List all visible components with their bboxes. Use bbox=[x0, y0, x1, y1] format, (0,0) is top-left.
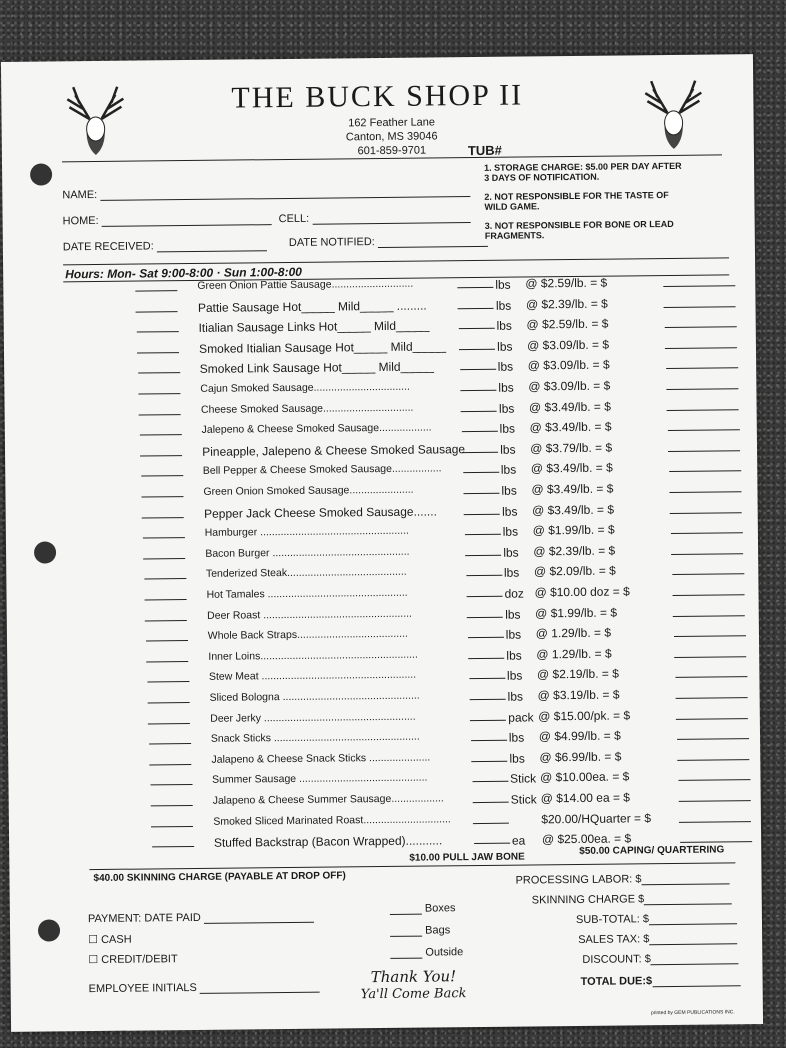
order-count-blank[interactable] bbox=[137, 352, 179, 353]
payment-date-field[interactable]: PAYMENT: DATE PAID bbox=[88, 911, 314, 925]
note-bone: 3. NOT RESPONSIBLE FOR BONE OR LEAD FRAGMENTS. bbox=[484, 218, 674, 241]
date-received-field[interactable]: DATE RECEIVED: bbox=[63, 239, 267, 253]
price-label: @ $2.09/lb. = $ bbox=[533, 563, 616, 579]
unit-label: doz bbox=[504, 586, 524, 601]
name-field[interactable]: NAME: bbox=[62, 185, 470, 201]
policy-notes bbox=[484, 161, 685, 250]
amount-blank[interactable] bbox=[668, 450, 740, 452]
amount-blank[interactable] bbox=[677, 759, 749, 761]
product-name: Bell Pepper & Cheese Smoked Sausage................. bbox=[202, 462, 442, 478]
quantity-blank[interactable] bbox=[468, 658, 504, 659]
order-count-blank[interactable] bbox=[141, 475, 183, 476]
price-label: @ $2.39/lb. = $ bbox=[533, 543, 616, 559]
quantity-blank[interactable] bbox=[459, 349, 495, 350]
product-name: Snack Sticks .................................................. bbox=[210, 730, 420, 745]
unit-label: lbs bbox=[506, 648, 522, 663]
price-label: @ $3.19/lb. = $ bbox=[537, 687, 620, 703]
quantity-blank[interactable] bbox=[465, 555, 501, 556]
product-name: Smoked Link Sausage Hot_____ Mild_____ bbox=[199, 359, 434, 377]
price-label: @ $1.99/lb. = $ bbox=[535, 605, 618, 620]
note-storage: 1. STORAGE CHARGE: $5.00 PER DAY AFTER 3 DAYS OF NOTIFICATION. bbox=[484, 160, 682, 183]
order-count-blank[interactable] bbox=[149, 764, 191, 765]
cash-checkbox[interactable]: ☐ CASH bbox=[88, 933, 132, 947]
amount-blank[interactable] bbox=[678, 780, 750, 782]
price-label: @ $14.00 ea = $ bbox=[540, 790, 631, 806]
sales-tax[interactable]: SALES TAX: $ bbox=[578, 932, 737, 946]
quantity-blank[interactable] bbox=[463, 493, 499, 494]
amount-blank[interactable] bbox=[671, 532, 743, 534]
price-label: @ $2.39/lb. = $ bbox=[525, 296, 608, 312]
unit-label: lbs bbox=[495, 277, 511, 292]
order-count-blank[interactable] bbox=[143, 558, 185, 559]
price-label: @ $15.00/pk. = $ bbox=[538, 708, 631, 723]
processing-labor-total[interactable]: PROCESSING LABOR: $ bbox=[515, 872, 729, 886]
amount-blank[interactable] bbox=[677, 738, 749, 740]
unit-label: lbs bbox=[500, 442, 516, 457]
unit-label: ea bbox=[511, 833, 526, 848]
order-count-blank[interactable] bbox=[144, 578, 186, 579]
unit-label: lbs bbox=[503, 545, 519, 560]
total-due[interactable]: TOTAL DUE:$ bbox=[581, 974, 741, 988]
order-count-blank[interactable] bbox=[138, 393, 180, 394]
tub-label: TUB# bbox=[467, 142, 502, 159]
unit-label: Stick bbox=[509, 771, 537, 787]
order-count-blank[interactable] bbox=[138, 372, 180, 373]
unit-label: lbs bbox=[496, 318, 512, 333]
divider bbox=[63, 257, 729, 265]
amount-blank[interactable] bbox=[671, 553, 743, 555]
product-name: Whole Back Straps...................................... bbox=[207, 627, 408, 643]
unit-label: lbs bbox=[509, 751, 525, 766]
quantity-blank[interactable] bbox=[472, 781, 508, 782]
employee-initials-field[interactable]: EMPLOYEE INITIALS bbox=[89, 981, 320, 995]
order-count-blank[interactable] bbox=[148, 723, 190, 724]
quantity-blank[interactable] bbox=[461, 410, 497, 411]
binder-hole bbox=[38, 919, 60, 941]
product-name: Pattie Sausage Hot_____ Mild_____ ......... bbox=[197, 298, 427, 315]
price-label: @ $3.49/lb. = $ bbox=[531, 502, 615, 518]
unit-label: lbs bbox=[497, 339, 513, 354]
product-name: Tenderized Steak......................................... bbox=[205, 566, 407, 581]
price-label: @ $3.09/lb. = $ bbox=[527, 337, 610, 353]
unit-label: lbs bbox=[507, 689, 524, 704]
subtotal[interactable]: SUB-TOTAL: $ bbox=[576, 912, 737, 926]
amount-blank[interactable] bbox=[679, 821, 751, 823]
amount-blank[interactable] bbox=[665, 326, 737, 328]
quantity-blank[interactable] bbox=[470, 699, 506, 700]
quantity-blank[interactable] bbox=[471, 740, 507, 741]
price-label: @ $3.09/lb. = $ bbox=[528, 378, 611, 394]
order-form-sheet bbox=[1, 54, 763, 1032]
order-count-blank[interactable] bbox=[140, 434, 182, 435]
price-label: @ $10.00ea. = $ bbox=[539, 769, 630, 785]
bags-field[interactable]: Bags bbox=[390, 924, 450, 937]
product-name: Deer Roast ................................................... bbox=[207, 607, 413, 622]
unit-label: lbs bbox=[506, 668, 523, 684]
quantity-blank[interactable] bbox=[460, 390, 496, 391]
quantity-blank[interactable] bbox=[469, 678, 505, 679]
price-label: @ $3.49/lb. = $ bbox=[531, 481, 614, 497]
unit-label: lbs bbox=[501, 504, 518, 519]
price-label: @ $4.99/lb. = $ bbox=[538, 728, 621, 744]
amount-blank[interactable] bbox=[680, 841, 752, 843]
order-count-blank[interactable] bbox=[149, 743, 191, 744]
order-count-blank[interactable] bbox=[142, 517, 184, 518]
order-count-blank[interactable] bbox=[139, 414, 181, 415]
product-name: Sliced Bologna ............................................... bbox=[209, 689, 420, 704]
unit-label: lbs bbox=[498, 380, 514, 395]
price-label: @ $3.49/lb. = $ bbox=[528, 399, 611, 415]
product-name: Jalapeno & Cheese Summer Sausage.................. bbox=[212, 792, 444, 807]
thank-you-note bbox=[360, 967, 466, 1004]
amount-blank[interactable] bbox=[669, 491, 741, 493]
fee-skinning: $40.00 SKINNING CHARGE (PAYABLE AT DROP OFF) bbox=[93, 870, 346, 885]
quantity-blank[interactable] bbox=[457, 287, 493, 288]
product-name: Green Onion Pattie Sausage............................ bbox=[197, 277, 414, 292]
quantity-blank[interactable] bbox=[464, 513, 500, 514]
shop-phone: 601-859-9701 bbox=[357, 144, 427, 158]
product-name: Pepper Jack Cheese Smoked Sausage....... bbox=[203, 504, 437, 521]
fee-caping: $50.00 CAPING/ QUARTERING bbox=[579, 844, 725, 857]
order-count-blank[interactable] bbox=[137, 331, 179, 332]
fee-pull-jaw: $10.00 PULL JAW BONE bbox=[409, 851, 525, 864]
quantity-blank[interactable] bbox=[473, 822, 509, 823]
order-count-blank[interactable] bbox=[151, 826, 193, 827]
address-city: Canton, MS 39046 bbox=[345, 130, 438, 144]
amount-blank[interactable] bbox=[674, 635, 746, 637]
price-label: @ $25.00ea. = $ bbox=[541, 831, 632, 847]
date-notified-field[interactable]: DATE NOTIFIED: bbox=[289, 235, 488, 249]
order-count-blank[interactable] bbox=[147, 681, 189, 682]
amount-blank[interactable] bbox=[665, 347, 737, 349]
quantity-blank[interactable] bbox=[471, 760, 507, 761]
unit-label: pack bbox=[508, 710, 534, 725]
quantity-blank[interactable] bbox=[467, 616, 503, 617]
amount-blank[interactable] bbox=[673, 594, 745, 596]
product-name: Smoked Itialian Sausage Hot_____ Mild_____ bbox=[199, 339, 447, 356]
amount-blank[interactable] bbox=[673, 615, 745, 617]
product-name: Jalapeno & Cheese Snack Sticks ..................... bbox=[211, 751, 431, 766]
product-name: Green Onion Smoked Sausage...................... bbox=[203, 483, 414, 498]
unit-label: lbs bbox=[503, 565, 520, 581]
binder-hole bbox=[30, 163, 52, 185]
product-name: Cajun Smoked Sausage................................. bbox=[200, 380, 410, 395]
quantity-blank[interactable] bbox=[473, 802, 509, 803]
amount-blank[interactable] bbox=[668, 429, 740, 431]
order-count-blank[interactable] bbox=[146, 661, 188, 662]
shop-title: THE BUCK SHOP II bbox=[231, 78, 524, 115]
order-count-blank[interactable] bbox=[151, 805, 193, 806]
product-name: Stuffed Backstrap (Bacon Wrapped)........... bbox=[213, 833, 443, 850]
unit-label: Stick bbox=[510, 792, 537, 807]
price-label: @ 1.29/lb. = $ bbox=[535, 625, 612, 641]
product-name: Deer Jerky .................................................... bbox=[210, 710, 416, 725]
outside-field[interactable]: Outside bbox=[390, 946, 463, 959]
price-label: @ $2.19/lb. = $ bbox=[536, 666, 619, 682]
amount-blank[interactable] bbox=[666, 368, 738, 370]
quantity-blank[interactable] bbox=[459, 328, 495, 329]
product-name: Hot Tamales ................................................ bbox=[206, 586, 408, 601]
quantity-blank[interactable] bbox=[466, 575, 502, 576]
order-count-blank[interactable] bbox=[145, 620, 187, 621]
order-count-blank[interactable] bbox=[148, 702, 190, 703]
quantity-blank[interactable] bbox=[463, 472, 499, 473]
product-name: Bacon Burger ............................................... bbox=[205, 545, 410, 560]
product-name: Jalepeno & Cheese Smoked Sausage.................. bbox=[201, 421, 432, 437]
order-count-blank[interactable] bbox=[152, 846, 194, 847]
order-count-blank[interactable] bbox=[140, 455, 182, 456]
amount-blank[interactable] bbox=[676, 718, 748, 720]
unit-label: lbs bbox=[495, 298, 512, 313]
order-count-blank[interactable] bbox=[142, 496, 184, 497]
unit-label: lbs bbox=[499, 421, 516, 436]
skinning-charge-total[interactable]: SKINNING CHARGE $ bbox=[532, 892, 733, 906]
note-taste: 2. NOT RESPONSIBLE FOR THE TASTE OF WILD GAME. bbox=[484, 189, 669, 212]
price-label: @ $10.00 doz = $ bbox=[534, 584, 630, 600]
home-field[interactable]: HOME: bbox=[63, 213, 272, 227]
price-label: @ $1.99/lb. = $ bbox=[532, 522, 615, 538]
price-label: @ $3.49/lb. = $ bbox=[530, 460, 613, 476]
price-label: @ $2.59/lb. = $ bbox=[526, 316, 609, 332]
unit-label: lbs bbox=[508, 730, 525, 745]
product-name: Itialian Sausage Links Hot_____ Mild_____ bbox=[198, 318, 430, 336]
order-count-blank[interactable] bbox=[145, 599, 187, 600]
amount-blank[interactable] bbox=[667, 409, 739, 411]
shop-address bbox=[302, 115, 482, 159]
unit-label: lbs bbox=[500, 462, 517, 478]
product-name: Hamburger ................................................... bbox=[204, 524, 409, 540]
unit-label: lbs bbox=[502, 524, 519, 539]
quantity-blank[interactable] bbox=[474, 843, 510, 844]
quantity-blank[interactable] bbox=[462, 431, 498, 432]
price-label: @ $2.59/lb. = $ bbox=[525, 275, 608, 291]
unit-label: lbs bbox=[498, 401, 515, 416]
quantity-blank[interactable] bbox=[470, 719, 506, 720]
price-label: @ $3.49/lb. = $ bbox=[529, 419, 612, 435]
binder-hole bbox=[34, 541, 56, 563]
quantity-blank[interactable] bbox=[460, 369, 496, 370]
order-count-blank[interactable] bbox=[150, 784, 192, 785]
product-name: Pineapple, Jalepeno & Cheese Smoked Sausage bbox=[202, 441, 466, 459]
order-count-blank[interactable] bbox=[146, 640, 188, 641]
price-label: @ 1.29/lb. = $ bbox=[536, 646, 612, 662]
cell-field[interactable]: CELL: bbox=[279, 211, 471, 225]
quantity-blank[interactable] bbox=[458, 307, 494, 308]
amount-blank[interactable] bbox=[670, 512, 742, 514]
address-street: 162 Feather Lane bbox=[348, 116, 436, 130]
product-name: Smoked Sliced Marinated Roast.............................. bbox=[213, 812, 451, 828]
unit-label: lbs bbox=[501, 483, 517, 498]
product-name: Summer Sausage ............................................ bbox=[212, 771, 428, 787]
quantity-blank[interactable] bbox=[467, 596, 503, 597]
order-count-blank[interactable] bbox=[143, 537, 185, 538]
price-label: @ $3.09/lb. = $ bbox=[527, 357, 610, 373]
amount-blank[interactable] bbox=[672, 574, 744, 576]
publisher-credit: printed by GEM PUBLICATIONS INC. bbox=[650, 1009, 735, 1017]
thank-you-line: Thank You! bbox=[370, 967, 457, 987]
amount-blank[interactable] bbox=[674, 656, 746, 658]
amount-blank[interactable] bbox=[679, 800, 751, 802]
amount-blank[interactable] bbox=[669, 471, 741, 473]
price-label: @ $3.79/lb. = $ bbox=[530, 440, 613, 456]
credit-checkbox[interactable]: ☐ CREDIT/DEBIT bbox=[88, 953, 178, 967]
boxes-field[interactable]: Boxes bbox=[390, 902, 456, 915]
quantity-blank[interactable] bbox=[465, 534, 501, 535]
amount-blank[interactable] bbox=[666, 388, 738, 390]
quantity-blank[interactable] bbox=[468, 637, 504, 638]
product-name: Inner Loins...................................................... bbox=[208, 648, 418, 663]
order-count-blank[interactable] bbox=[136, 311, 178, 312]
unit-label: lbs bbox=[505, 607, 521, 622]
amount-blank[interactable] bbox=[675, 677, 747, 679]
unit-label: lbs bbox=[505, 627, 522, 642]
price-label: $20.00/HQuarter = $ bbox=[541, 810, 652, 826]
discount[interactable]: DISCOUNT: $ bbox=[582, 952, 739, 966]
amount-blank[interactable] bbox=[664, 306, 736, 308]
come-back-line: Ya'll Come Back bbox=[360, 986, 467, 1003]
product-name: Stew Meat ..................................................... bbox=[208, 669, 417, 684]
amount-blank[interactable] bbox=[663, 285, 735, 287]
order-count-blank[interactable] bbox=[135, 290, 177, 291]
business-hours: Hours: Mon- Sat 9:00-8:00 · Sun 1:00-8:00 bbox=[65, 264, 302, 282]
product-name: Cheese Smoked Sausage............................... bbox=[200, 401, 414, 416]
quantity-blank[interactable] bbox=[462, 452, 498, 453]
unit-label: lbs bbox=[497, 360, 514, 375]
amount-blank[interactable] bbox=[676, 697, 748, 699]
price-label: @ $6.99/lb. = $ bbox=[539, 749, 622, 765]
